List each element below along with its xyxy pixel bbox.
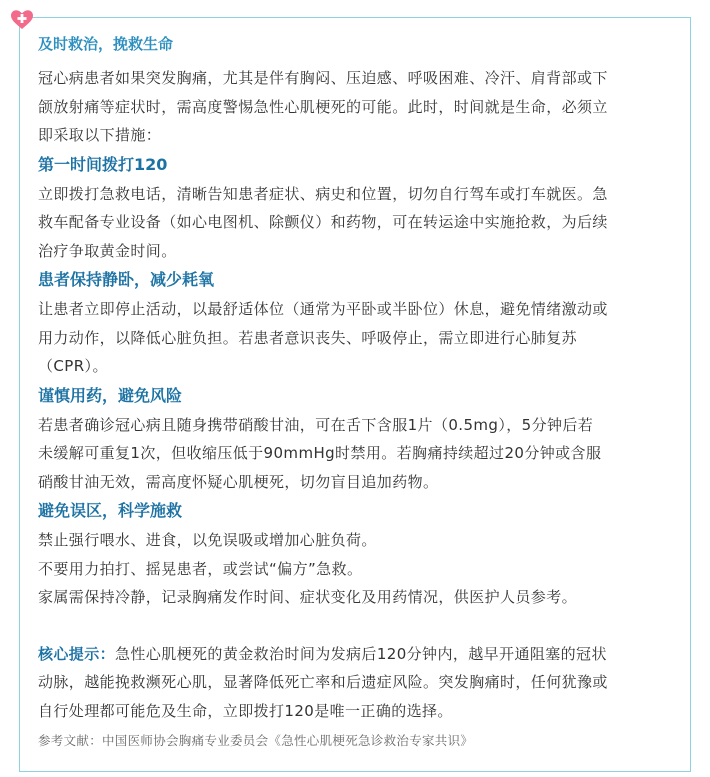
- article-title: 及时救治，挽救生命: [38, 35, 174, 53]
- section-line: 让患者立即停止活动，以最舒适体位（通常为平卧或半卧位）休息，避免情绪激动或: [38, 300, 608, 318]
- section-line: 救车配备专业设备（如心电图机、除颤仪）和药物，可在转运途中实施抢救，为后续: [38, 213, 608, 231]
- intro-line: 即采取以下措施：: [38, 126, 162, 144]
- tip-line: 动脉，越能挽救濒死心肌，显著降低死亡率和后遗症风险。突发胸痛时，任何犹豫或: [38, 673, 608, 691]
- section-line: 若患者确诊冠心病且随身携带硝酸甘油，可在舌下含服1片（0.5mg），5分钟后若: [38, 415, 594, 434]
- section-line: （CPR）。: [38, 357, 108, 375]
- section-heading-rest: 患者保持静卧，减少耗氧: [38, 270, 215, 289]
- tip-line: 自行处理都可能危及生命，立即拨打120是唯一正确的选择。: [38, 701, 453, 720]
- section-heading-avoid-mistakes: 避免误区，科学施救: [38, 501, 183, 520]
- section-line: 硝酸甘油无效，需高度怀疑心肌梗死，切勿盲目追加药物。: [38, 472, 439, 491]
- section-heading-medication: 谨慎用药，避免风险: [38, 385, 183, 405]
- intro-paragraph: [38, 64, 678, 150]
- intro-line: 颌放射痛等症状时，需高度警惕急性心肌梗死的可能。此时，时间就是生命，必须立: [38, 97, 608, 116]
- section-line: 立即拨打急救电话，清晰告知患者症状、病史和位置，切勿自行驾车或打车就医。急: [38, 184, 608, 203]
- tip-label: 核心提示：: [38, 644, 116, 663]
- section-line: 不要用力拍打、摇晃患者，或尝试“偏方”急救。: [38, 559, 363, 578]
- section-line: 未缓解可重复1次，但收缩压低于90mmHg时禁用。若胸痛持续超过20分钟或含服: [38, 444, 602, 462]
- core-tip: [38, 640, 678, 726]
- heart-plus-icon: [10, 9, 34, 31]
- intro-line: 冠心病患者如果突发胸痛，尤其是伴有胸闷、压迫感、呼吸困难、冷汗、肩背部或下: [38, 69, 608, 87]
- section-line: 禁止强行喂水、进食，以免误吸或增加心脏负荷。: [38, 531, 377, 549]
- section-line: 用力动作，以降低心脏负担。若患者意识丧失、呼吸停止，需立即进行心肺复苏: [38, 328, 578, 347]
- tip-line: [38, 640, 678, 669]
- spacer: [38, 612, 678, 640]
- article-content: [38, 30, 678, 753]
- section-line: 治疗争取黄金时间。: [38, 241, 177, 260]
- reference: 参考文献：中国医师协会胸痛专业委员会《急性心肌梗死急诊救治专家共识》: [38, 733, 474, 748]
- section-heading-call-120: 第一时间拨打120: [38, 154, 168, 174]
- section-line: 家属需保持冷静，记录胸痛发作时间、症状变化及用药情况，供医护人员参考。: [38, 588, 578, 606]
- tip-text: 急性心肌梗死的黄金救治时间为发病后120分钟内，越早开通阻塞的冠状: [115, 644, 607, 663]
